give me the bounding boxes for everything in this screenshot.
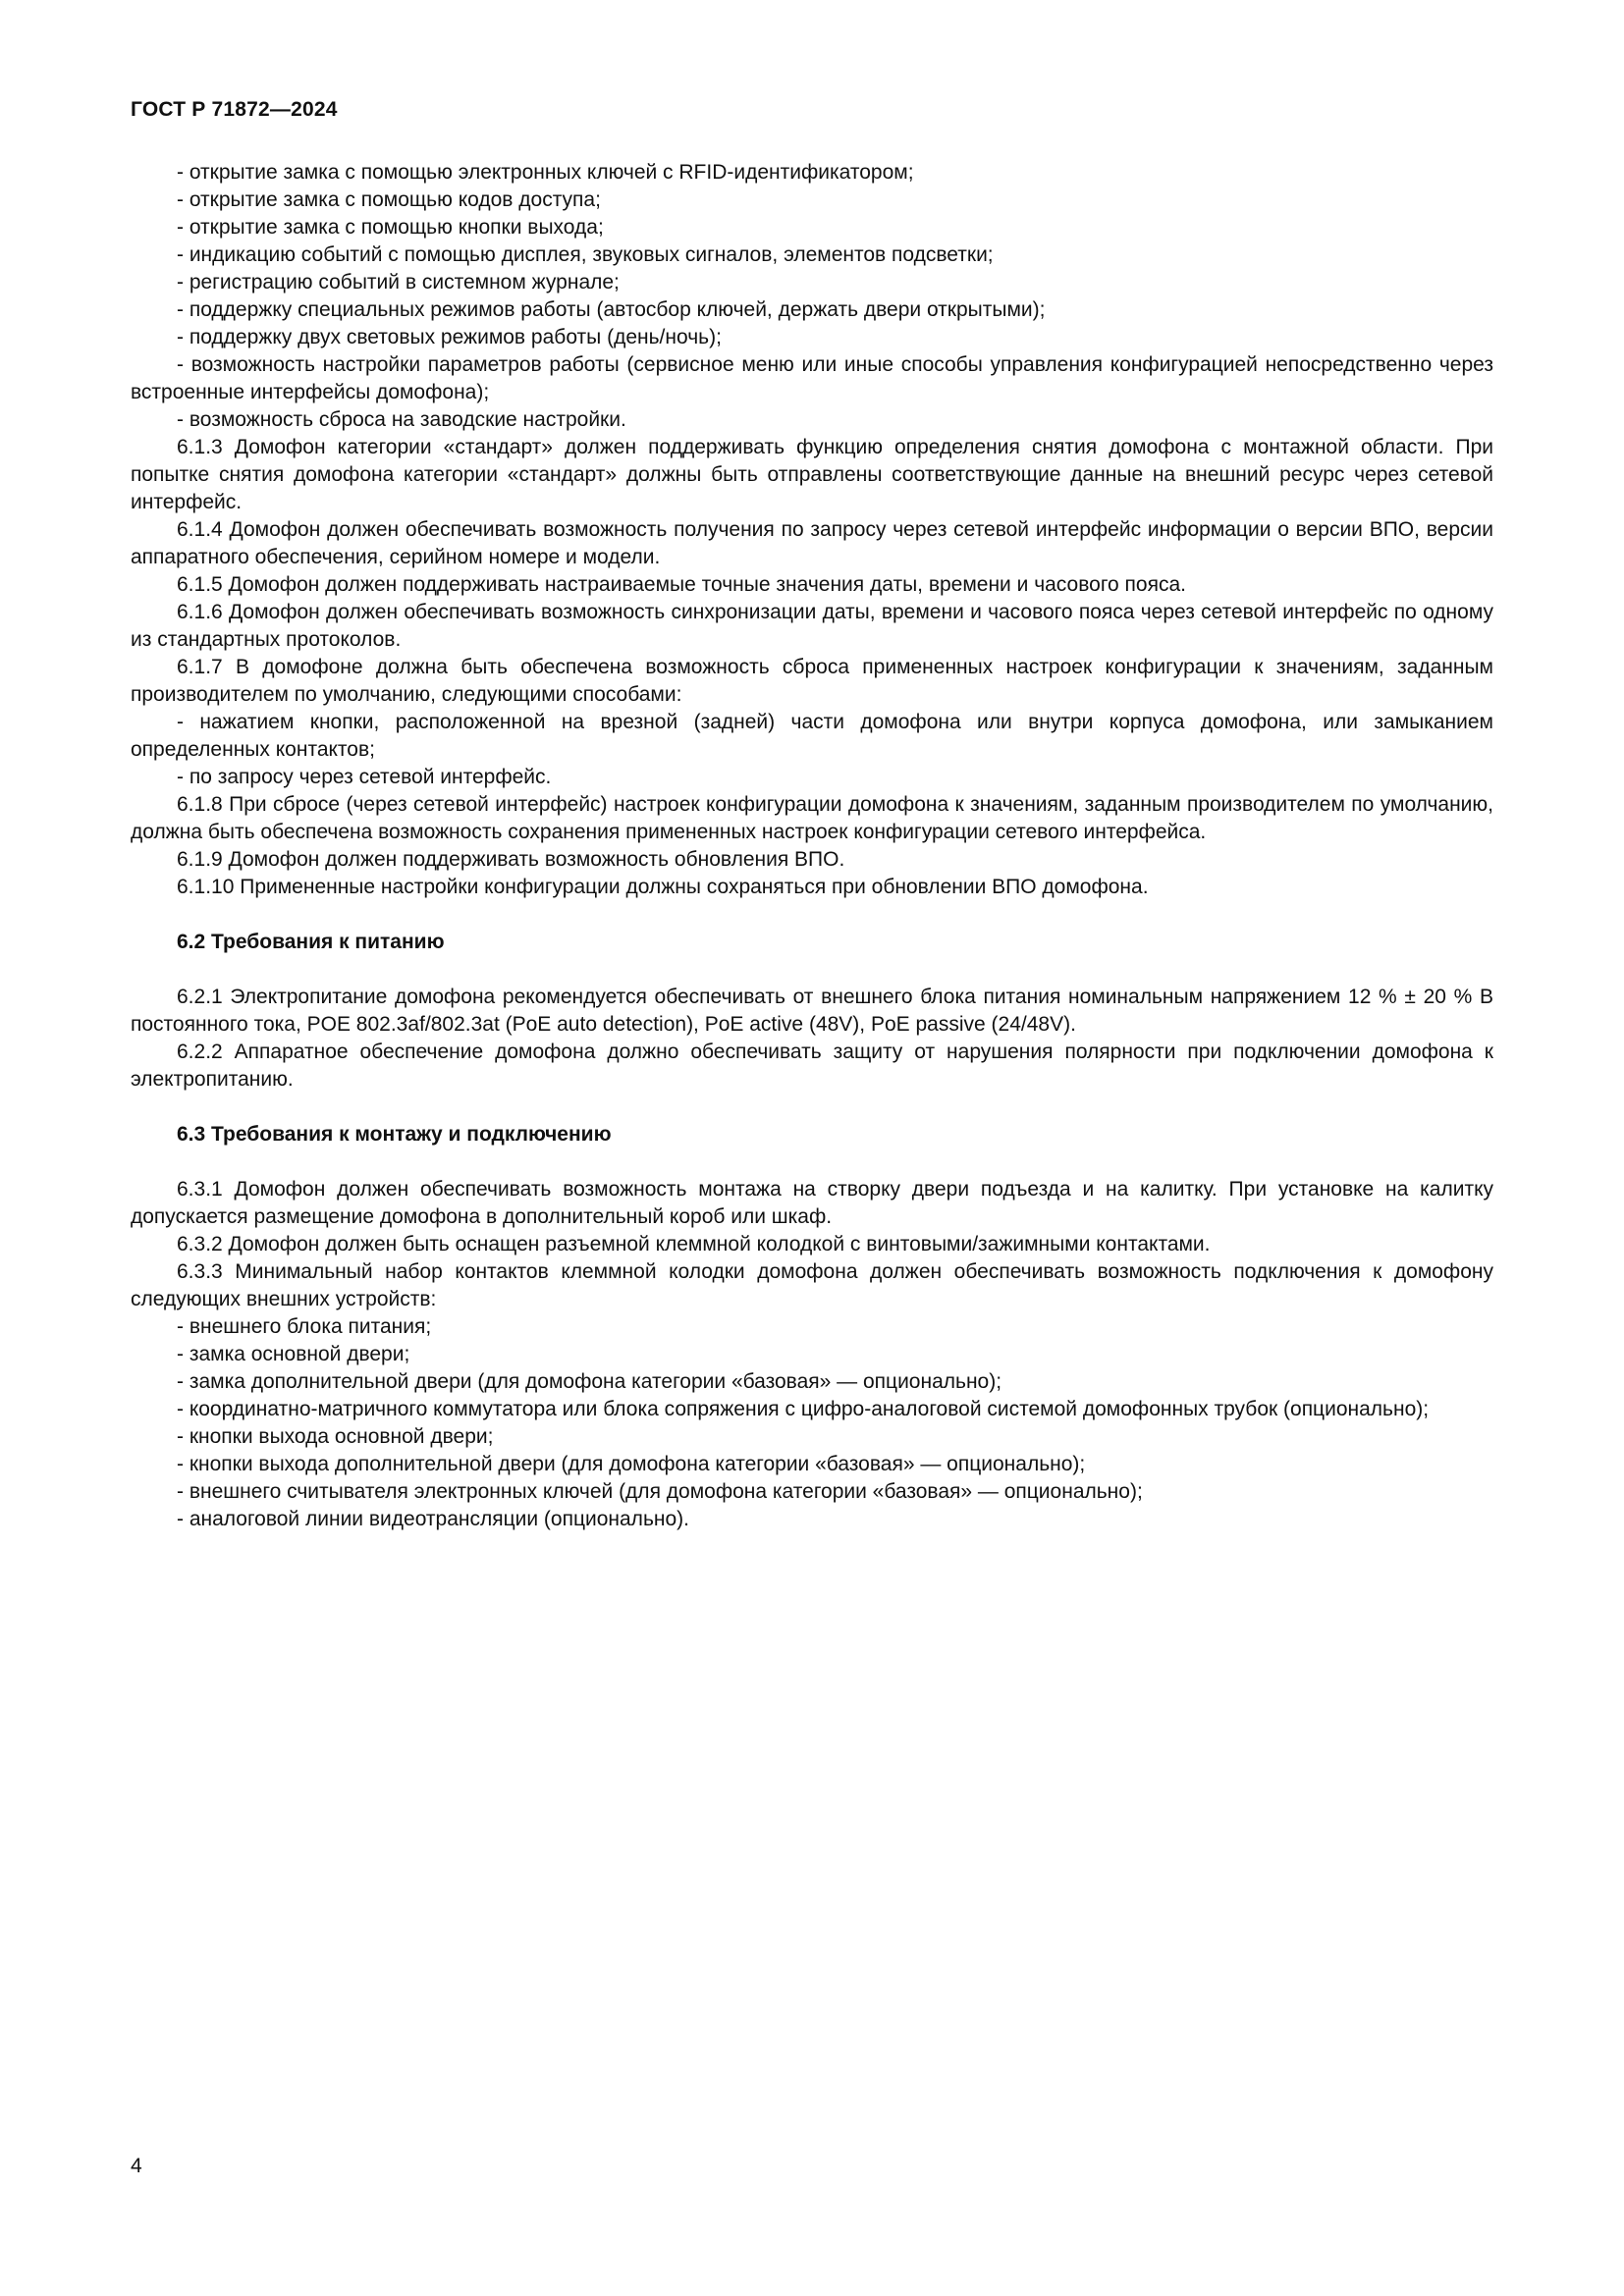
paragraph: 6.1.7 В домофоне должна быть обеспечена возможность сброса примененных настроек конфигурации к значениям, заданным производителем по умолчанию, следующими способами: — [131, 656, 1493, 706]
list-item: - нажатием кнопки, расположенной на врезной (задней) части домофона или внутри корпуса домофона, или замыканием определенных контактов; — [131, 711, 1493, 761]
list-item: - поддержку двух световых режимов работы (день/ночь); — [177, 326, 722, 348]
doc-header — [131, 98, 1493, 122]
paragraph: 6.1.9 Домофон должен поддерживать возможность обновления ВПО. — [177, 848, 845, 871]
list-item: - индикацию событий с помощью дисплея, звуковых сигналов, элементов подсветки; — [177, 243, 994, 266]
doc-footer — [131, 2155, 142, 2178]
list-item: - поддержку специальных режимов работы (автосбор ключей, держать двери открытыми); — [177, 298, 1046, 321]
page-number: 4 — [131, 2155, 142, 2177]
paragraph: 6.2.1 Электропитание домофона рекомендуется обеспечивать от внешнего блока питания номинальным напряжением 12 % ± 20 % В постоянного тока, POE 802.3af/802.3at (PoE auto detection), PoE active (48V), PoE passive (24/48V). — [131, 986, 1493, 1036]
paragraph: 6.3.2 Домофон должен быть оснащен разъемной клеммной колодкой с винтовыми/зажимными контактами. — [177, 1233, 1211, 1255]
paragraph: 6.3.1 Домофон должен обеспечивать возможность монтажа на створку двери подъезда и на калитку. При установке на калитку допускается размещение домофона в дополнительный короб или шкаф. — [131, 1178, 1493, 1228]
doc-title: ГОСТ Р 71872—2024 — [131, 98, 338, 121]
list-item: - регистрацию событий в системном журнале; — [177, 271, 620, 294]
list-item: - внешнего блока питания; — [177, 1315, 432, 1338]
paragraph: 6.1.4 Домофон должен обеспечивать возможность получения по запросу через сетевой интерфейс информации о версии ВПО, версии аппаратного обеспечения, серийном номере и модели. — [131, 518, 1493, 568]
paragraph: 6.1.5 Домофон должен поддерживать настраиваемые точные значения даты, времени и часового пояса. — [177, 573, 1186, 596]
list-item: - возможность сброса на заводские настройки. — [177, 408, 626, 431]
list-item: - координатно-матричного коммутатора или блока сопряжения с цифро-аналоговой системой домофонных трубок (опционально); — [177, 1398, 1430, 1420]
paragraph: 6.1.10 Примененные настройки конфигурации должны сохраняться при обновлении ВПО домофона. — [177, 876, 1149, 898]
list-item: - возможность настройки параметров работы (сервисное меню или иные способы управления конфигурацией непосредственно через встроенные интерфейсы домофона); — [131, 353, 1493, 403]
section-heading: 6.3 Требования к монтажу и подключению — [177, 1123, 612, 1146]
paragraph: 6.1.8 При сбросе (через сетевой интерфейс) настроек конфигурации домофона к значениям, заданным производителем по умолчанию, должна быть обеспечена возможность сохранения примененных настроек конфигурации сетевого интерфейса. — [131, 793, 1493, 843]
list-item: - замка дополнительной двери (для домофона категории «базовая» — опционально); — [177, 1370, 1002, 1393]
list-item: - открытие замка с помощью электронных ключей с RFID-идентификатором; — [177, 161, 914, 184]
paragraph: 6.1.6 Домофон должен обеспечивать возможность синхронизации даты, времени и часового пояса через сетевой интерфейс по одному из стандартных протоколов. — [131, 601, 1493, 651]
list-item: - кнопки выхода основной двери; — [177, 1425, 494, 1448]
list-item: - замка основной двери; — [177, 1343, 410, 1365]
list-item: - кнопки выхода дополнительной двери (для домофона категории «базовая» — опционально); — [177, 1453, 1086, 1475]
paragraph: 6.3.3 Минимальный набор контактов клеммной колодки домофона должен обеспечивать возможность подключения к домофону следующих внешних устройств: — [131, 1260, 1493, 1310]
list-item: - открытие замка с помощью кодов доступа; — [177, 188, 601, 211]
list-item: - открытие замка с помощью кнопки выхода; — [177, 216, 604, 239]
paragraph: 6.1.3 Домофон категории «стандарт» должен поддерживать функцию определения снятия домофона с монтажной области. При попытке снятия домофона категории «стандарт» должны быть отправлены соответствующие данные на внешний ресурс через сетевой интерфейс. — [131, 436, 1493, 513]
list-item: - внешнего считывателя электронных ключей (для домофона категории «базовая» — опционально); — [177, 1480, 1143, 1503]
paragraph: 6.2.2 Аппаратное обеспечение домофона должно обеспечивать защиту от нарушения полярности при подключении домофона к электропитанию. — [131, 1041, 1493, 1091]
list-item: - аналоговой линии видеотрансляции (опционально). — [177, 1508, 689, 1530]
list-item: - по запросу через сетевой интерфейс. — [177, 766, 552, 788]
section-heading: 6.2 Требования к питанию — [177, 931, 445, 953]
doc-body — [131, 159, 1493, 1533]
